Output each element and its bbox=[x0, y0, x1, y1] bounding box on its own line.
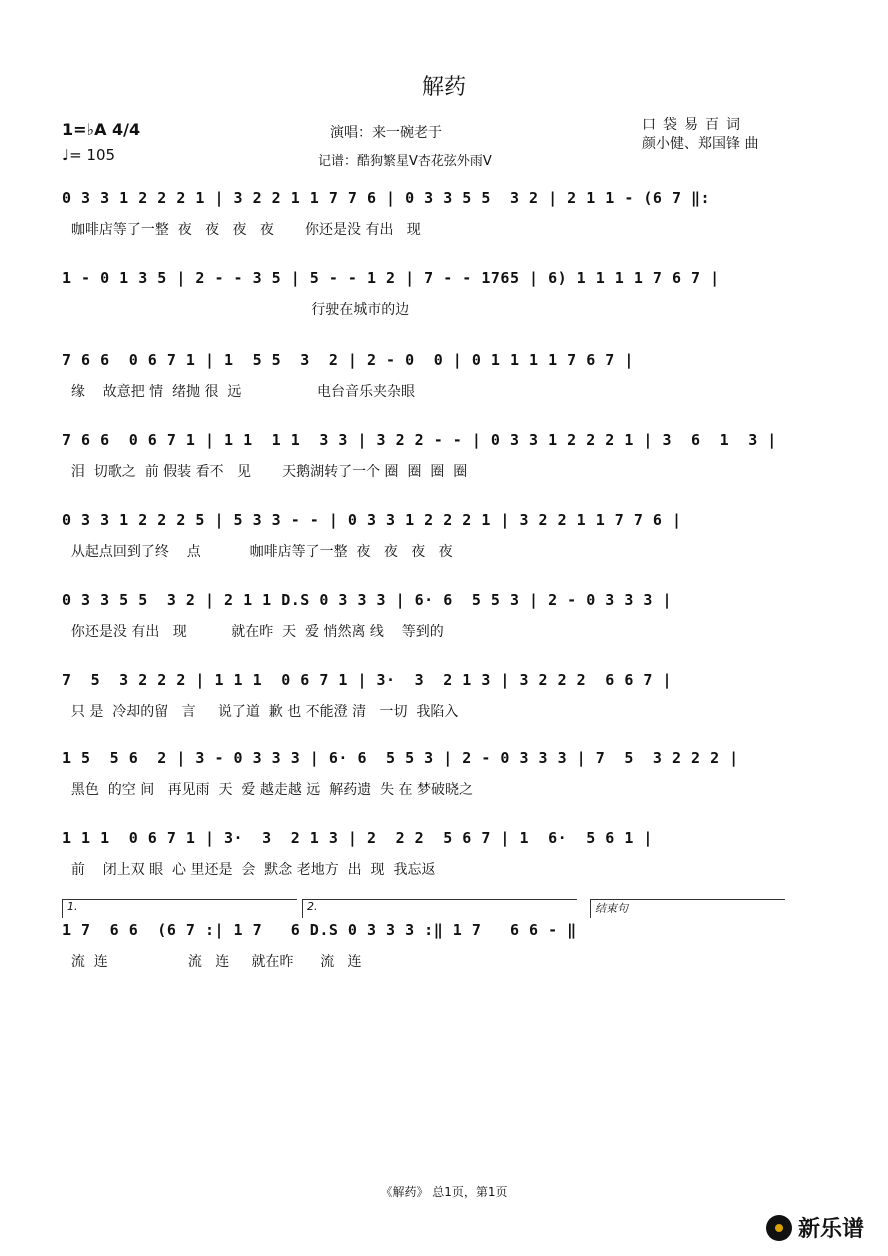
ending-section: 结束句 bbox=[590, 899, 785, 918]
lyric-line: 从起点回到了终 点 咖啡店等了一整 夜 夜 夜 夜 bbox=[62, 544, 453, 560]
notation-line: 0 3 3 1 2 2 2 5 | 5 3 3 - - | 0 3 3 1 2 2 2 1 | 3 2 2 1 1 7 7 6 | bbox=[62, 511, 682, 529]
lyric-line: 流 连 流 连 就在昨 流 连 bbox=[62, 954, 362, 970]
notation-line: 1 7 6 6 (6 7 :| 1 7 6 D.S 0 3 3 3 :‖ 1 7 6 6 - ‖ bbox=[62, 921, 577, 939]
lyric-line: 缘 故意把 情 绪抛 很 远 电台音乐夹杂眼 bbox=[62, 384, 416, 400]
lyric-line: 咖啡店等了一整 夜 夜 夜 夜 你还是没 有出 现 bbox=[62, 222, 421, 238]
notation-line: 7 5 3 2 2 2 | 1 1 1 0 6 7 1 | 3· 3 2 1 3 | 3 2 2 2 6 6 7 | bbox=[62, 671, 672, 689]
score-title: 解药 bbox=[421, 75, 466, 100]
brand-name: 新乐谱 bbox=[798, 1217, 865, 1242]
transcriber-credit: 记谱：酷狗繁星V杏花弦外雨V bbox=[318, 154, 492, 169]
singer-credit: 演唱：来一碗老于 bbox=[330, 125, 442, 141]
score-body bbox=[62, 185, 784, 985]
lyric-line: 你还是没 有出 现 就在昨 天 爱 悄然离 线 等到的 bbox=[62, 624, 444, 640]
lyric-line: 前 闭上双 眼 心 里还是 会 默念 老地方 出 现 我忘返 bbox=[62, 862, 436, 878]
lyric-line: 行驶在城市的边 bbox=[62, 302, 410, 318]
lyricist-credit: 口袋易百词 bbox=[642, 117, 747, 133]
notation-line: 0 3 3 1 2 2 2 1 | 3 2 2 1 1 7 7 6 | 0 3 3 5 5 3 2 | 2 1 1 - (6 7 ‖: bbox=[62, 189, 711, 207]
notation-line: 1 1 1 0 6 7 1 | 3· 3 2 1 3 | 2 2 2 5 6 7 | 1 6· 5 6 1 | bbox=[62, 829, 653, 847]
notation-line: 1 5 5 6 2 | 3 - 0 3 3 3 | 6· 6 5 5 3 | 2 - 0 3 3 3 | 7 5 3 2 2 2 | bbox=[62, 749, 739, 767]
notation-line: 0 3 3 5 5 3 2 | 2 1 1 D.S 0 3 3 3 | 6· 6 5 5 3 | 2 - 0 3 3 3 | bbox=[62, 591, 672, 609]
volta-1: 1. bbox=[62, 899, 297, 918]
tempo-marking: ♩= 105 bbox=[62, 146, 116, 164]
page-footer: 《解药》 总1页，第1页 bbox=[380, 1185, 508, 1199]
volta-2: 2. bbox=[302, 899, 577, 918]
brand-logo bbox=[766, 1212, 864, 1243]
lyric-line: 只 是 冷却的留 言 说了道 歉 也 不能澄 清 一切 我陷入 bbox=[62, 704, 459, 720]
composer-credit: 颜小健、郑国锋 曲 bbox=[642, 136, 759, 152]
key-signature: 1=♭A 4/4 bbox=[62, 120, 141, 139]
notation-line: 7 6 6 0 6 7 1 | 1 1 1 1 3 3 | 3 2 2 - - | 0 3 3 1 2 2 2 1 | 3 6 1 3 | bbox=[62, 431, 777, 449]
lyric-line: 泪 切歌之 前 假装 看不 见 天鹅湖转了一个 圈 圈 圈 圈 bbox=[62, 464, 468, 480]
lyric-line: 黑色 的空 间 再见雨 天 爱 越走越 远 解药遗 失 在 梦破晓之 bbox=[62, 782, 474, 798]
notation-line: 7 6 6 0 6 7 1 | 1 5 5 3 2 | 2 - 0 0 | 0 1 1 1 1 7 6 7 | bbox=[62, 351, 634, 369]
record-disc-icon bbox=[766, 1215, 792, 1241]
notation-line: 1 - 0 1 3 5 | 2 - - 3 5 | 5 - - 1 2 | 7 - - 1765 | 6) 1 1 1 1 7 6 7 | bbox=[62, 269, 720, 287]
